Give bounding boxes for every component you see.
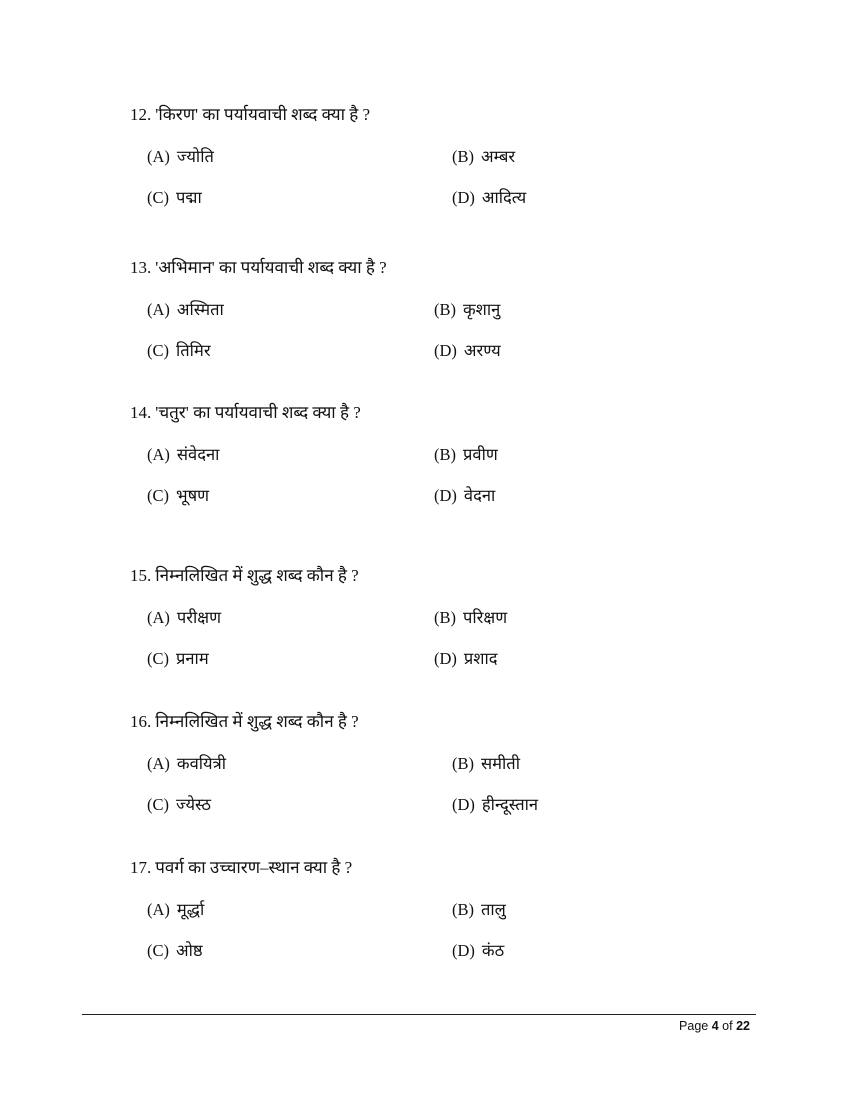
option-letter: (D): [434, 649, 457, 668]
option-text: अस्मिता: [176, 300, 224, 319]
option-text: ज्येस्ठ: [176, 795, 212, 814]
question-text: [130, 255, 387, 278]
question-number: 15.: [130, 566, 152, 585]
option-text: कृशानु: [463, 300, 501, 319]
question-prompt: 'अभिमान' का पर्यायवाची शब्द क्या है ?: [155, 258, 387, 277]
option-text: प्रवीण: [463, 445, 498, 464]
option-letter: (A): [147, 900, 170, 919]
footer-current-page: 4: [711, 1019, 719, 1033]
question-text: [130, 855, 352, 878]
option-a: [147, 144, 214, 167]
option-b: [452, 144, 515, 167]
option-text: ज्योति: [176, 147, 214, 166]
option-text: आदित्य: [481, 188, 527, 207]
option-text: अम्बर: [481, 147, 516, 166]
option-d: [452, 792, 538, 815]
option-a: [147, 297, 224, 320]
option-b: [452, 897, 506, 920]
option-text: परिक्षण: [463, 608, 508, 627]
option-letter: (D): [434, 341, 457, 360]
option-text: वेदना: [463, 486, 496, 505]
footer-page-word: Page: [679, 1019, 709, 1033]
option-a: [147, 605, 221, 628]
option-c: [147, 646, 209, 669]
option-letter: (B): [452, 754, 474, 773]
option-c: [147, 938, 203, 961]
option-c: [147, 185, 202, 208]
option-b: [434, 442, 498, 465]
footer-of-word: of: [722, 1019, 733, 1033]
option-letter: (D): [434, 486, 457, 505]
option-a: [147, 442, 219, 465]
option-text: तिमिर: [176, 341, 211, 360]
option-letter: (B): [434, 445, 456, 464]
question-number: 17.: [130, 858, 152, 877]
option-d: [452, 185, 526, 208]
option-text: तालु: [481, 900, 506, 919]
option-letter: (C): [147, 649, 169, 668]
option-text: परीक्षण: [176, 608, 222, 627]
footer-divider: [82, 1014, 756, 1015]
option-text: ओष्ठ: [176, 941, 203, 960]
option-text: मूर्द्धा: [176, 900, 205, 919]
question-prompt: पवर्ग का उच्चारण–स्थान क्या है ?: [155, 858, 353, 877]
option-c: [147, 792, 211, 815]
option-letter: (C): [147, 795, 169, 814]
option-a: [147, 897, 204, 920]
option-text: कवयित्री: [176, 754, 226, 773]
question-prompt: निम्नलिखित में शुद्ध शब्द कौन है ?: [155, 712, 359, 731]
option-d: [434, 646, 498, 669]
question-prompt: 'किरण' का पर्यायवाची शब्द क्या है ?: [155, 105, 371, 124]
option-text: अरण्य: [463, 341, 501, 360]
option-d: [452, 938, 504, 961]
option-letter: (A): [147, 147, 170, 166]
question-number: 14.: [130, 403, 152, 422]
question-number: 13.: [130, 258, 152, 277]
question-number: 12.: [130, 105, 152, 124]
question-prompt: 'चतुर' का पर्यायवाची शब्द क्या है ?: [155, 403, 361, 422]
question-prompt: निम्नलिखित में शुद्ध शब्द कौन है ?: [155, 566, 359, 585]
option-letter: (C): [147, 486, 169, 505]
option-letter: (C): [147, 941, 169, 960]
question-text: [130, 563, 359, 586]
option-text: हीन्दूस्तान: [481, 795, 539, 814]
option-letter: (A): [147, 754, 170, 773]
option-text: प्रशाद: [463, 649, 498, 668]
option-text: भूषण: [176, 486, 210, 505]
option-letter: (A): [147, 608, 170, 627]
option-letter: (A): [147, 300, 170, 319]
option-letter: (B): [452, 147, 474, 166]
option-text: प्रनाम: [176, 649, 209, 668]
question-text: [130, 709, 359, 732]
question-text: [130, 400, 361, 423]
option-letter: (D): [452, 795, 475, 814]
question-text: [130, 102, 370, 125]
option-b: [452, 751, 520, 774]
option-c: [147, 483, 209, 506]
option-letter: (A): [147, 445, 170, 464]
option-d: [434, 483, 495, 506]
question-number: 16.: [130, 712, 152, 731]
option-d: [434, 338, 501, 361]
option-letter: (D): [452, 188, 475, 207]
option-letter: (C): [147, 341, 169, 360]
option-a: [147, 751, 226, 774]
option-letter: (B): [452, 900, 474, 919]
page-footer: [679, 1019, 750, 1033]
option-c: [147, 338, 211, 361]
option-text: संवेदना: [176, 445, 220, 464]
option-letter: (B): [434, 608, 456, 627]
option-b: [434, 605, 507, 628]
option-letter: (B): [434, 300, 456, 319]
footer-total-pages: 22: [736, 1019, 750, 1033]
option-b: [434, 297, 500, 320]
option-letter: (D): [452, 941, 475, 960]
option-text: समीती: [481, 754, 520, 773]
option-text: पद्मा: [176, 188, 202, 207]
option-text: कंठ: [481, 941, 505, 960]
option-letter: (C): [147, 188, 169, 207]
